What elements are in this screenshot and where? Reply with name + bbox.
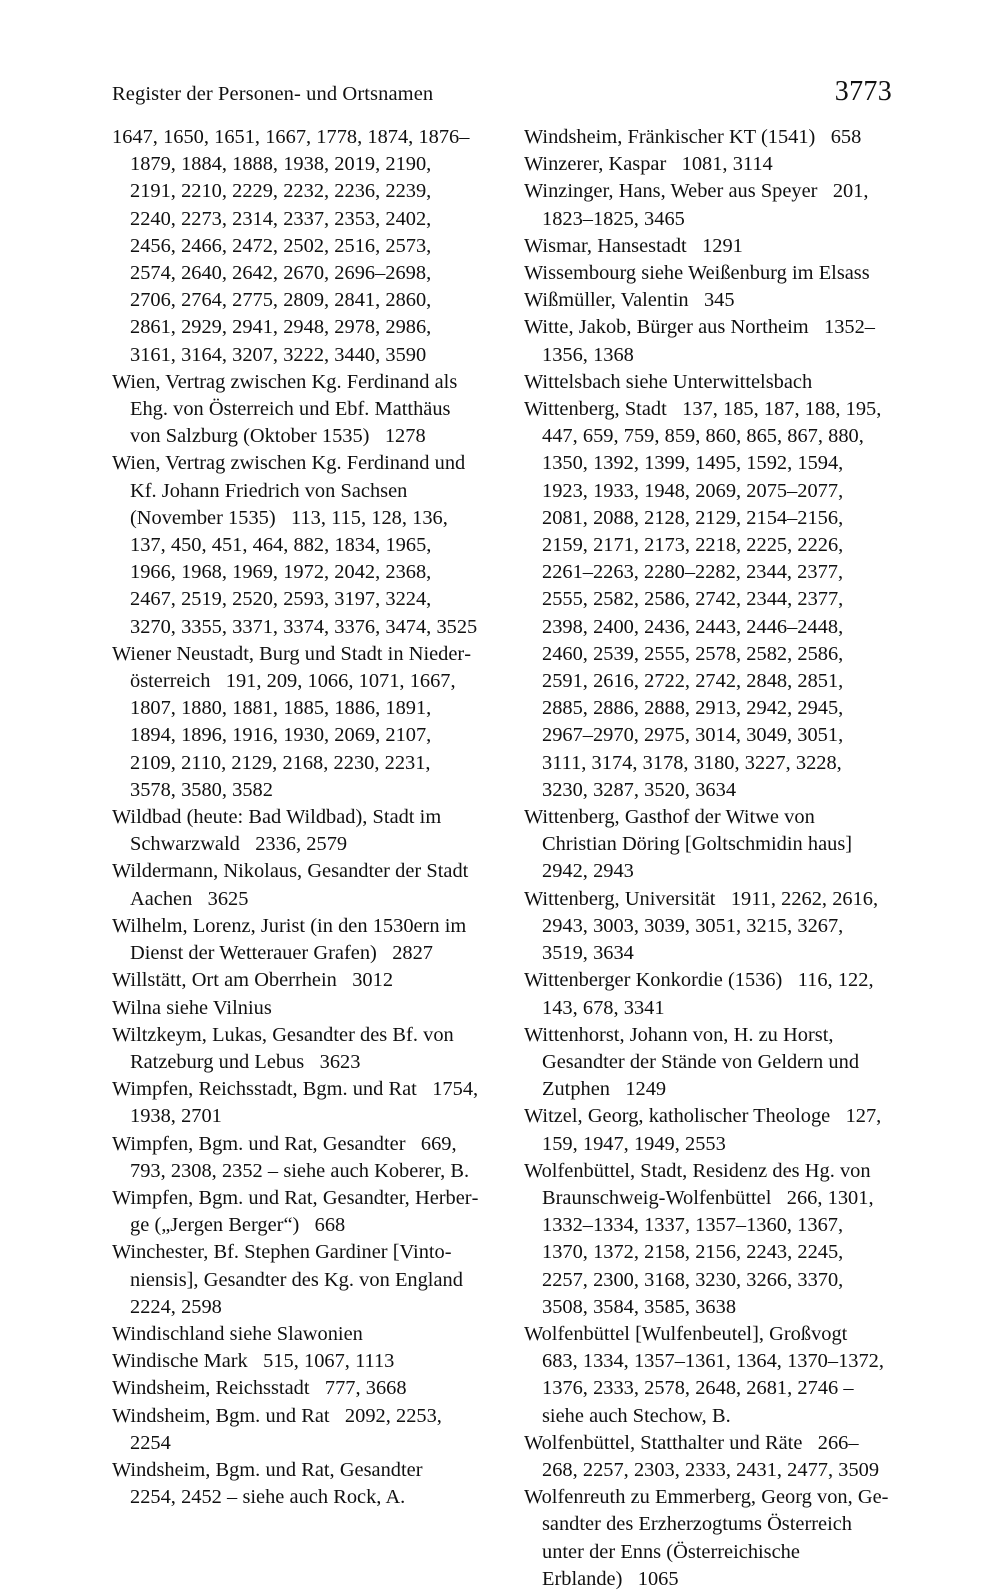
index-entry: 1647, 1650, 1651, 1667, 1778, 1874, 1876–1879, 1884, 1888, 1938, 2019, 2190, 2191, 2210, 2229, 2232, 2236, 2239, 2240, 2273, 2314, 2337, 2353, 2402, 2456, 2466, 2472, 2502, 2516, 2573, 2574, 2640, 2642, 2670, 2696–2698, 2706, 2764, 2775, 2809, 2841, 2860, 2861, 2929, 2941, 2948, 2978, 2986, 3161, 3164, 3207, 3222, 3440, 3590: [112, 126, 470, 366]
index-entry: Wittenberg, Universität 1911, 2262, 2616, 2943, 3003, 3039, 3051, 3215, 3267, 3519, 3634: [524, 887, 879, 965]
index-entry: Winchester, Bf. Stephen Gardiner [Vintoniensis], Gesandter des Kg. von England 2224, 2598: [112, 1241, 463, 1318]
index-entry: Wissembourg siehe Weißenburg im Elsass: [524, 262, 870, 285]
index-entry: Wimpfen, Bgm. und Rat, Gesandter, Herberge („Jergen Berger“) 668: [112, 1186, 479, 1237]
page-number: 3773: [834, 76, 892, 107]
index-column-right: [524, 124, 892, 1593]
index-entry: Wolfenbüttel, Statthalter und Räte 266–268, 2257, 2303, 2333, 2431, 2477, 3509: [524, 1431, 880, 1481]
index-entry: Windischland siehe Slawonien: [112, 1322, 363, 1345]
index-entry: Wildbad (heute: Bad Wildbad), Stadt im Schwarzwald 2336, 2579: [112, 806, 442, 856]
index-entry: Wien, Vertrag zwischen Kg. Ferdinand als Ehg. von Österreich und Ebf. Matthäus von Salzburg (Oktober 1535) 1278: [112, 370, 458, 448]
index-entry: Witzel, Georg, katholischer Theologe 127, 159, 1947, 1949, 2553: [524, 1105, 882, 1155]
index-entry: Wittelsbach siehe Unterwittelsbach: [524, 370, 813, 393]
index-entry: Wilhelm, Lorenz, Jurist (in den 1530ern im Dienst der Wetterauer Grafen) 2827: [112, 914, 467, 965]
index-entry: Wolfenbüttel [Wulfenbeutel], Großvogt 683, 1334, 1357–1361, 1364, 1370–1372, 1376, 2333, 2578, 2648, 2681, 2746 – siehe auch Stechow, B.: [524, 1322, 884, 1427]
index-entry: Wiener Neustadt, Burg und Stadt in Niederösterreich 191, 209, 1066, 1071, 1667, 1807, 1880, 1881, 1885, 1886, 1891, 1894, 1896, 1916, 1930, 2069, 2107, 2109, 2110, 2129, 2168, 2230, 2231, 3578, 3580, 3582: [112, 642, 471, 801]
index-entry: Wien, Vertrag zwischen Kg. Ferdinand und Kf. Johann Friedrich von Sachsen (November 1535) 113, 115, 128, 136, 137, 450, 451, 464, 882, 1834, 1965, 1966, 1968, 1969, 1972, 2042, 2368, 2467, 2519, 2520, 2593, 3197, 3224, 3270, 3355, 3371, 3374, 3376, 3474, 3525: [112, 452, 478, 638]
index-entry: Winzinger, Hans, Weber aus Speyer 201, 1823–1825, 3465: [524, 180, 869, 230]
index-entry: Willstätt, Ort am Oberrhein 3012: [112, 969, 394, 992]
index-entry: Wittenberger Konkordie (1536) 116, 122, 143, 678, 3341: [524, 969, 874, 1019]
index-column-left: [112, 124, 480, 1593]
index-entry: Windsheim, Fränkischer KT (1541) 658: [524, 126, 862, 148]
index-entry: Windsheim, Reichsstadt 777, 3668: [112, 1377, 407, 1400]
index-entry: Wimpfen, Reichsstadt, Bgm. und Rat 1754, 1938, 2701: [112, 1078, 479, 1128]
index-entry: Wismar, Hansestadt 1291: [524, 234, 743, 257]
index-entry: Wißmüller, Valentin 345: [524, 289, 735, 312]
index-columns: [112, 124, 892, 1593]
index-entry: Wilna siehe Vilnius: [112, 996, 272, 1019]
index-entry: Wittenhorst, Johann von, H. zu Horst, Gesandter der Stände von Geldern und Zutphen 1249: [524, 1023, 860, 1101]
index-entry: Windsheim, Bgm. und Rat, Gesandter 2254, 2452 – siehe auch Rock, A.: [112, 1458, 433, 1509]
index-entry: Wimpfen, Bgm. und Rat, Gesandter 669, 793, 2308, 2352 – siehe auch Koberer, B.: [112, 1132, 470, 1182]
index-entry: Wolfenbüttel, Stadt, Residenz des Hg. von Braunschweig-Wolfenbüttel 266, 1301, 1332–1334, 1337, 1357–1360, 1367, 1370, 1372, 2158, 2156, 2243, 2245, 2257, 2300, 3168, 3230, 3266, 3370, 3508, 3584, 3585, 3638: [524, 1159, 874, 1318]
index-entry: Wildermann, Nikolaus, Gesandter der Stadt Aachen 3625: [112, 860, 469, 910]
running-head-title: Register der Personen- und Ortsnamen: [112, 83, 434, 105]
index-entry: Witte, Jakob, Bürger aus Northeim 1352–1356, 1368: [524, 316, 875, 366]
index-entry: Windsheim, Bgm. und Rat 2092, 2253, 2254: [112, 1404, 442, 1454]
index-entry: Winzerer, Kaspar 1081, 3114: [524, 153, 773, 176]
index-entry: Wittenberg, Stadt 137, 185, 187, 188, 195, 447, 659, 759, 859, 860, 865, 867, 880, 1350, 1392, 1399, 1495, 1592, 1594, 1923, 1933, 1948, 2069, 2075–2077, 2081, 2088, 2128, 2129, 2154–2156, 2159, 2171, 2173, 2218, 2225, 2226, 2261–2263, 2280–2282, 2344, 2377, 2555, 2582, 2586, 2742, 2344, 2377, 2398, 2400, 2436, 2443, 2446–2448, 2460, 2539, 2555, 2578, 2582, 2586, 2591, 2616, 2722, 2742, 2848, 2851, 2885, 2886, 2888, 2913, 2942, 2945, 2967–2970, 2975, 3014, 3049, 3051, 3111, 3174, 3178, 3180, 3227, 3228, 3230, 3287, 3520, 3634: [524, 398, 882, 801]
index-entry: Windische Mark 515, 1067, 1113: [112, 1350, 395, 1373]
index-entry: Wolfenreuth zu Emmerberg, Georg von, Gesandter des Erzherzogtums Österreich unter der Enns (Österreichische Erblande) 1065: [524, 1486, 889, 1590]
index-entry: Wiltzkeym, Lukas, Gesandter des Bf. von Ratzeburg und Lebus 3623: [112, 1023, 454, 1073]
running-head: [112, 76, 892, 108]
index-entry: Wittenberg, Gasthof der Witwe von Christian Döring [Goltschmidin haus] 2942, 2943: [524, 806, 853, 883]
